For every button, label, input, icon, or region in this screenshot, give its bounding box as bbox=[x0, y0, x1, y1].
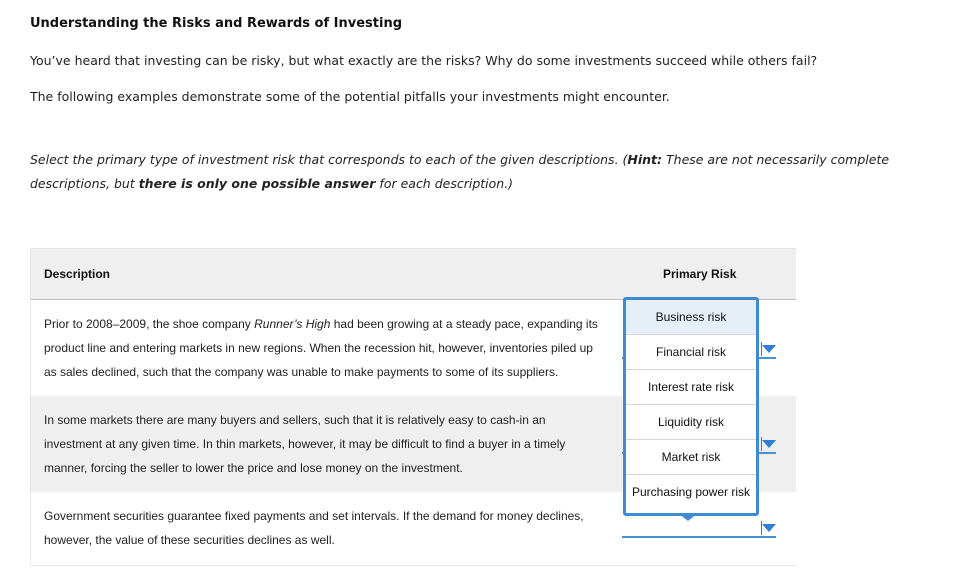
option-purchasing-power-risk[interactable]: Purchasing power risk bbox=[631, 485, 751, 499]
row-description bbox=[44, 312, 604, 384]
option-interest-rate-risk[interactable]: Interest rate risk bbox=[626, 370, 756, 405]
page-title: Understanding the Risks and Rewards of Investing bbox=[30, 16, 403, 31]
option-financial-risk[interactable]: Financial risk bbox=[626, 335, 756, 370]
hint-label: Hint: bbox=[627, 152, 663, 167]
instruction-text bbox=[30, 148, 945, 196]
column-header-description: Description bbox=[44, 267, 111, 281]
dropdown-pointer-icon bbox=[678, 513, 698, 521]
instruction-emphasis: there is only one possible answer bbox=[138, 176, 376, 191]
risk-dropdown-menu bbox=[623, 297, 759, 516]
option-business-risk[interactable]: Business risk bbox=[626, 300, 756, 335]
row-description: In some markets there are many buyers and sellers, such that it is relatively easy to cash-in an investment at any given time. In thin markets, however, it may be difficult to find a buyer in a timely manner, forcing the seller to lower the price and lose money on the investment. bbox=[44, 413, 566, 475]
table-header bbox=[31, 249, 796, 300]
chevron-down-icon[interactable] bbox=[762, 524, 776, 532]
intro-text: You’ve heard that investing can be risky, but what exactly are the risks? Why do some investments succeed while others fail? bbox=[30, 53, 818, 68]
instruction-part1: Select the primary type of investment risk that corresponds to each of the given descriptions. ( bbox=[30, 152, 628, 167]
instruction-part3: for each description.) bbox=[375, 176, 514, 191]
option-market-risk[interactable]: Market risk bbox=[626, 440, 756, 475]
row-description: Government securities guarantee fixed payments and set intervals. If the demand for money declines, however, the value of these securities declines as well. bbox=[44, 509, 584, 547]
row-description-pre: Prior to 2008–2009, the shoe company bbox=[44, 317, 255, 331]
risk-select-row-3[interactable] bbox=[622, 516, 776, 538]
company-name: Runner’s High bbox=[254, 317, 331, 331]
column-header-primary-risk: Primary Risk bbox=[663, 267, 737, 281]
row-description-post: had been growing at a steady pace, expanding its product line and entering markets in new regions. When the recession hit, however, inventories piled up as sales declined, such that the company was unable to make payments to some of its suppliers. bbox=[44, 317, 598, 379]
option-liquidity-risk[interactable]: Liquidity risk bbox=[626, 405, 756, 440]
examples-text: The following examples demonstrate some of the potential pitfalls your investments might encounter. bbox=[30, 89, 670, 104]
chevron-down-icon[interactable] bbox=[762, 440, 776, 448]
instruction-part2: These are not necessarily complete descriptions, but bbox=[30, 152, 890, 191]
chevron-down-icon[interactable] bbox=[762, 345, 776, 353]
